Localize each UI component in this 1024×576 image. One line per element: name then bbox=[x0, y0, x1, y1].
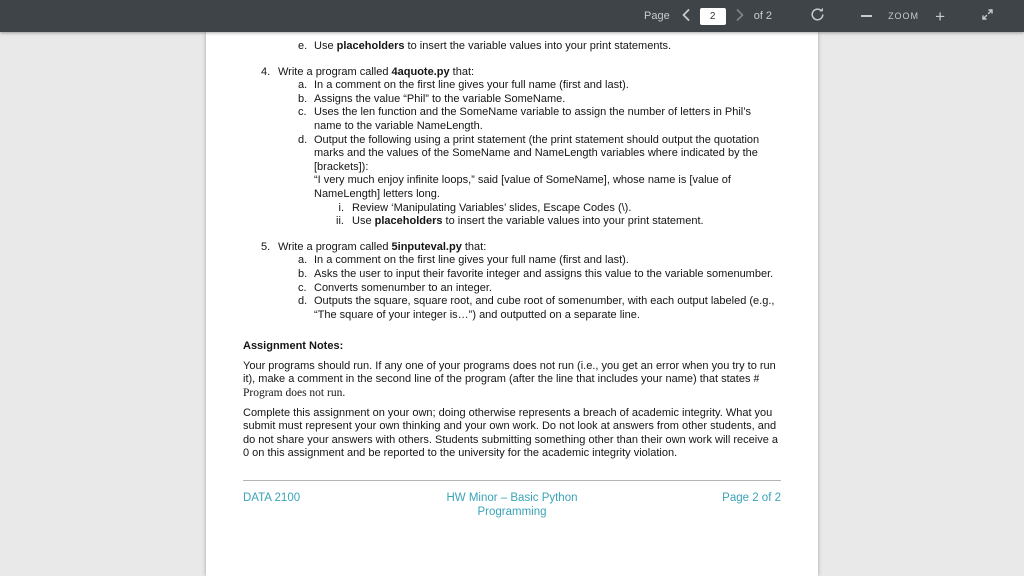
zoom-label: ZOOM bbox=[888, 11, 920, 21]
list-item-4d bbox=[298, 134, 781, 175]
list-text: Use placeholders to insert the variable values into your print statement. bbox=[352, 215, 704, 228]
fullscreen-button[interactable] bbox=[977, 6, 998, 26]
list-marker: ii. bbox=[336, 215, 344, 228]
list-item-4d-i bbox=[327, 202, 781, 216]
zoom-controls bbox=[857, 6, 949, 27]
page-navigation bbox=[644, 7, 772, 26]
page-number-input[interactable] bbox=[700, 8, 726, 25]
notes-paragraph-2: Complete this assignment on your own; doing otherwise represents a breach of academic integrity. What you submit must represent your own thinking and your own work. Do not look at answers from other students, and do not share your answers with others. Students submitting something other than their own work will receive a 0 on this assignment and be reported to the university for the academic integrity violation. bbox=[243, 406, 778, 460]
list-item-5b bbox=[298, 268, 781, 282]
list-marker: i. bbox=[338, 201, 344, 214]
list-marker: c. bbox=[298, 106, 307, 119]
list-item-5a bbox=[298, 254, 781, 268]
document-page bbox=[206, 32, 818, 576]
zoom-in-button[interactable] bbox=[931, 6, 949, 27]
code-comment-text: # Program does not run. bbox=[243, 373, 760, 400]
list-marker: a. bbox=[298, 254, 308, 267]
list-text: Review ‘Manipulating Variables’ slides, Escape Codes (\). bbox=[352, 201, 632, 214]
list-text: Asks the user to input their favorite integer and assigns this value to the variable somenumber. bbox=[314, 267, 774, 280]
list-marker: c. bbox=[298, 281, 307, 294]
list-text: Write a program called 4aquote.py that: bbox=[278, 65, 475, 78]
list-marker: b. bbox=[298, 267, 308, 280]
list-item-4 bbox=[261, 66, 781, 80]
plus-icon: + bbox=[935, 6, 945, 26]
viewer-toolbar bbox=[0, 0, 1024, 32]
zoom-out-button[interactable] bbox=[857, 13, 876, 19]
page-footer bbox=[243, 480, 781, 519]
chevron-left-icon bbox=[682, 9, 690, 24]
refresh-button[interactable] bbox=[806, 5, 829, 27]
footer-title: HW Minor – Basic Python Programming bbox=[446, 492, 578, 518]
list-text: Outputs the square, square root, and cube root of somenumber, with each output labeled (e.g., “The square of your integer is…”) and outputted on a separate line. bbox=[314, 295, 775, 321]
list-marker: d. bbox=[298, 295, 308, 308]
list-marker: d. bbox=[298, 133, 308, 146]
next-page-button[interactable] bbox=[732, 7, 748, 26]
list-marker: a. bbox=[298, 79, 308, 92]
list-item-4d-ii bbox=[327, 215, 781, 229]
list-marker: 5. bbox=[261, 240, 271, 253]
quote-example: “I very much enjoy infinite loops,” said [value of SomeName], whose name is [value of NameLength] letters long. bbox=[314, 174, 731, 200]
list-text: Write a program called 5inputeval.py that: bbox=[278, 240, 487, 253]
list-text: Assigns the value “Phil” to the variable SomeName. bbox=[314, 92, 566, 105]
notes-paragraph-1: Your programs should run. If any one of your programs does not run (i.e., you get an error when you try to run it), make a comment in the second line of the program (after the line that includes your name) that states # Program does not run. bbox=[243, 359, 776, 400]
list-text: Output the following using a print statement (the print statement should output the quotation marks and the values of the SomeName and NameLength variables where indicated by the [brackets]): bbox=[314, 133, 760, 173]
page-count-label: of 2 bbox=[753, 10, 773, 22]
list-item-4c bbox=[298, 106, 781, 133]
list-marker: e. bbox=[298, 40, 308, 52]
list-item-5d bbox=[298, 295, 781, 322]
list-text: In a comment on the first line gives your full name (first and last). bbox=[314, 254, 629, 267]
list-text: In a comment on the first line gives your full name (first and last). bbox=[314, 79, 629, 92]
list-item-4a bbox=[298, 79, 781, 93]
minus-icon bbox=[861, 15, 872, 17]
list-text: Uses the len function and the SomeName variable to assign the number of letters in Phil’s name to the variable NameLength. bbox=[314, 106, 751, 132]
list-marker: b. bbox=[298, 92, 308, 105]
list-item-e bbox=[298, 40, 781, 54]
document-viewer bbox=[0, 32, 1024, 576]
chevron-right-icon bbox=[736, 9, 744, 24]
footer-course-code: DATA 2100 bbox=[243, 492, 301, 505]
previous-page-button[interactable] bbox=[678, 7, 694, 26]
list-text: Use placeholders to insert the variable values into your print statements. bbox=[314, 40, 672, 52]
fullscreen-icon bbox=[981, 8, 994, 24]
refresh-icon bbox=[810, 7, 825, 25]
footer-page-number: Page 2 of 2 bbox=[722, 492, 781, 505]
list-marker: 4. bbox=[261, 65, 271, 78]
page-label: Page bbox=[644, 10, 670, 22]
list-item-5 bbox=[261, 241, 781, 255]
list-item-5c bbox=[298, 282, 781, 296]
assignment-notes-heading: Assignment Notes: bbox=[243, 340, 344, 353]
list-item-4b bbox=[298, 93, 781, 107]
list-text: Converts somenumber to an integer. bbox=[314, 281, 492, 294]
